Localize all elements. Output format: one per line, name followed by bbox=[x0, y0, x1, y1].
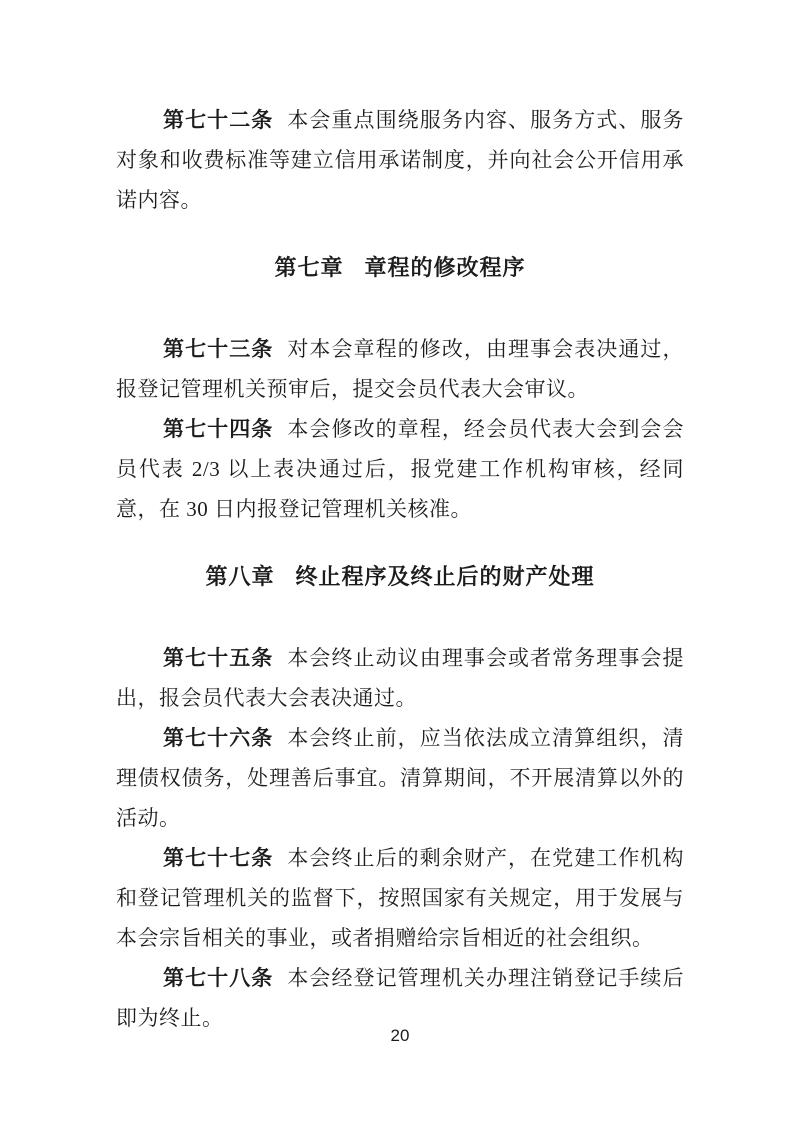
chapter-7-heading bbox=[116, 248, 684, 288]
article-77-text: 本会终止后的剩余财产，在党建工作机构和登记管理机关的监督下，按照国家有关规定，用于发展与本会宗旨相关的事业，或者捐赠给宗旨相近的社会组织。 bbox=[116, 846, 685, 950]
article-74-paragraph bbox=[116, 409, 684, 529]
article-75-number: 第七十五条 bbox=[163, 646, 274, 670]
chapter-8-heading bbox=[116, 557, 684, 597]
chapter-7-title: 章程的修改程序 bbox=[364, 255, 526, 280]
chapter-7-number: 第七章 bbox=[274, 255, 344, 280]
article-78-text: 本会经登记管理机关办理注销登记手续后即为终止。 bbox=[116, 966, 685, 1030]
article-74-number: 第七十四条 bbox=[163, 417, 274, 441]
article-76-number: 第七十六条 bbox=[163, 726, 274, 750]
chapter-8-number: 第八章 bbox=[205, 564, 275, 589]
article-74-text: 本会修改的章程，经会员代表大会到会会员代表 2/3 以上表决通过后，报党建工作机构审核，经同意，在 30 日内报登记管理机关核准。 bbox=[116, 417, 685, 521]
article-76-paragraph bbox=[116, 718, 684, 838]
article-75-paragraph bbox=[116, 638, 684, 718]
article-75-text: 本会终止动议由理事会或者常务理事会提出，报会员代表大会表决通过。 bbox=[116, 646, 685, 710]
article-72-text: 本会重点围绕服务内容、服务方式、服务对象和收费标准等建立信用承诺制度，并向社会公开信用承诺内容。 bbox=[116, 108, 685, 212]
article-77-number: 第七十七条 bbox=[163, 846, 274, 870]
article-78-number: 第七十八条 bbox=[163, 966, 274, 990]
page-number: 20 bbox=[390, 1026, 410, 1045]
article-73-paragraph bbox=[116, 329, 684, 409]
chapter-8-title: 终止程序及终止后的财产处理 bbox=[295, 564, 595, 589]
article-76-text: 本会终止前，应当依法成立清算组织，清理债权债务，处理善后事宜。清算期间，不开展清算以外的活动。 bbox=[116, 726, 685, 830]
article-72-paragraph bbox=[116, 100, 684, 220]
article-77-paragraph bbox=[116, 838, 684, 958]
article-73-text: 对本会章程的修改，由理事会表决通过，报登记管理机关预审后，提交会员代表大会审议。 bbox=[116, 337, 685, 401]
article-72-number: 第七十二条 bbox=[163, 108, 274, 132]
article-73-number: 第七十三条 bbox=[163, 337, 274, 361]
